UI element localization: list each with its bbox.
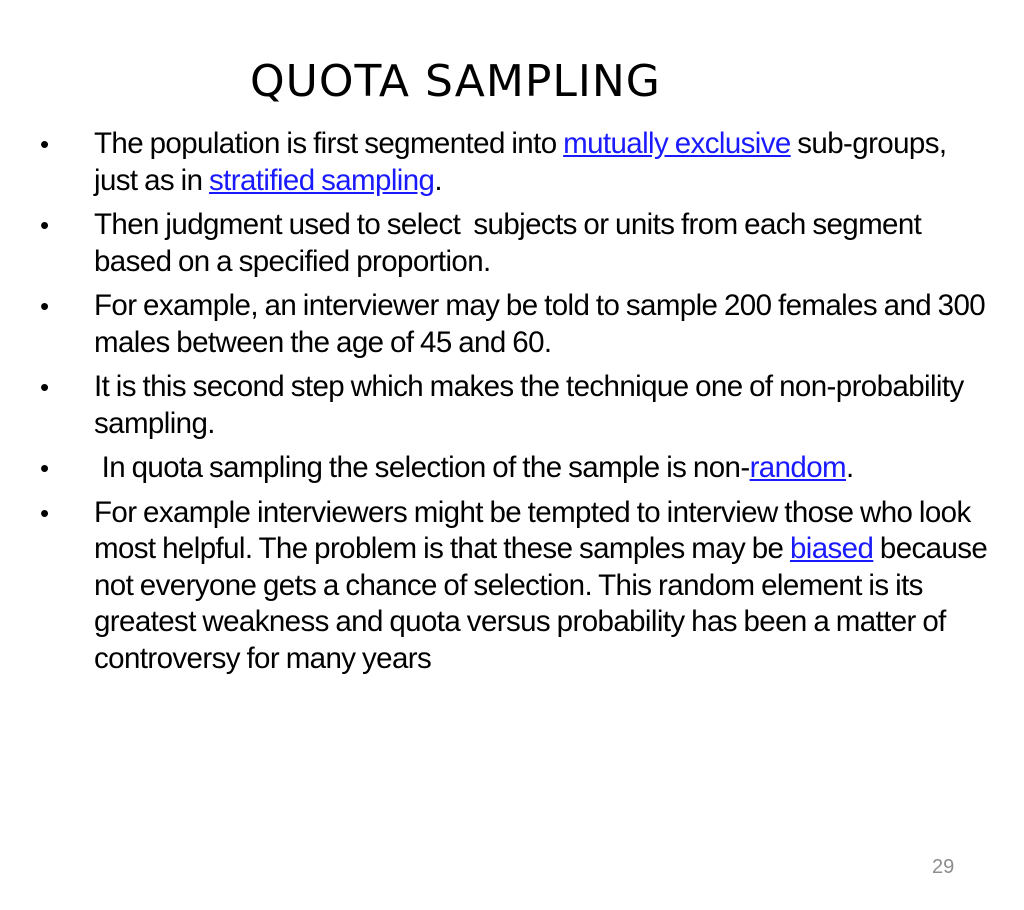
link-biased[interactable]: biased	[789, 532, 874, 565]
bullet-text-segment: .	[434, 163, 442, 197]
bullet-text-segment: For example, an interviewer may be told to sample 200 females and 300 males between the age of 45 and 60.	[94, 289, 992, 359]
link-stratified-sampling[interactable]: stratified sampling	[209, 163, 435, 197]
bullet-dot-icon: •	[40, 497, 49, 528]
bullet-item-6	[0, 495, 1024, 678]
bullet-text-segment: In quota sampling the selection of the sample is non-	[94, 451, 750, 484]
bullet-dot-icon: •	[40, 210, 49, 240]
bullet-item-3	[0, 288, 1024, 361]
bullet-text-segment: .	[846, 451, 854, 484]
bullet-item-4	[0, 369, 1024, 442]
bullet-dot-icon: •	[40, 291, 49, 321]
bullet-item-5	[0, 450, 1024, 487]
link-random[interactable]: random	[749, 451, 846, 484]
page-number: 29	[932, 856, 955, 878]
bullet-dot-icon: •	[40, 372, 49, 402]
bullet-text	[94, 208, 928, 278]
bullet-dot-icon: •	[40, 129, 49, 159]
bullet-text	[94, 451, 854, 484]
bullet-text	[94, 289, 992, 359]
link-mutually-exclusive[interactable]: mutually exclusive	[563, 127, 791, 160]
bullet-text-segment: because not everyone gets a chance of selection. This random element is its greatest weakness and quota versus probability has been a matter of controversy for many years	[94, 532, 994, 675]
bullet-text	[94, 370, 970, 440]
bullet-text	[94, 127, 953, 197]
bullet-list	[0, 126, 1024, 685]
bullet-item-1	[0, 126, 1024, 199]
bullet-text	[94, 496, 994, 675]
bullet-text-segment: For example interviewers might be tempted to interview those who look most helpful. The problem is that these samples may be	[94, 495, 978, 565]
bullet-item-2	[0, 207, 1024, 280]
bullet-text-segment: sub-groups, just as in	[94, 127, 954, 197]
bullet-text-segment: It is this second step which makes the technique one of non-probability sampling.	[94, 370, 971, 440]
bullet-text-segment: The population is first segmented into	[94, 127, 564, 160]
bullet-text-segment: Then judgment used to select subjects or units from each segment based on a specified proportion.	[94, 208, 928, 278]
slide-title: QUOTA SAMPLING	[250, 56, 661, 107]
bullet-dot-icon: •	[40, 453, 49, 483]
